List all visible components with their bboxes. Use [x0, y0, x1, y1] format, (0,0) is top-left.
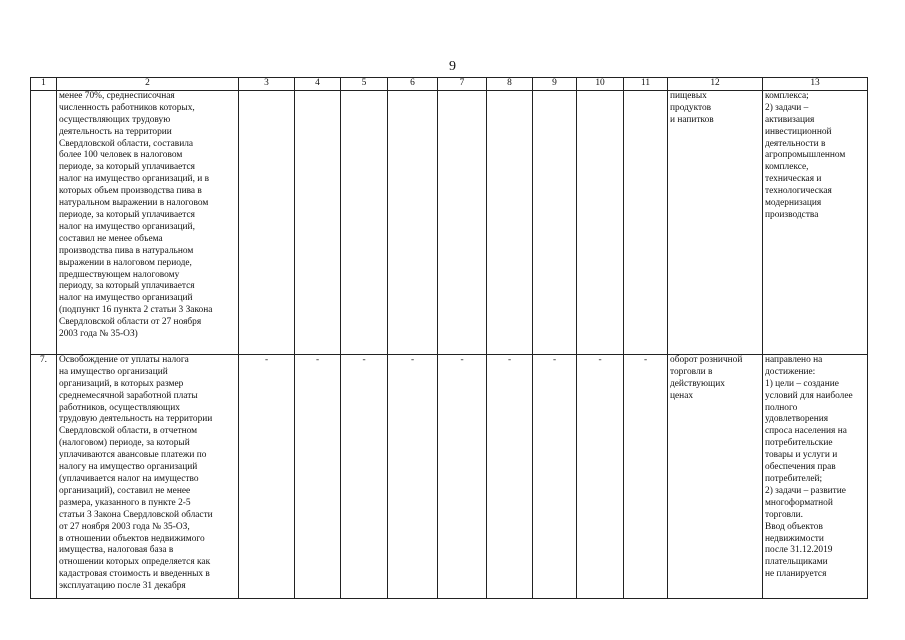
column-header: 7 [438, 78, 487, 91]
page-number: 9 [449, 59, 456, 74]
table-cell [533, 90, 577, 354]
goals-cell: комплекса; 2) задачи – активизация инвестиционной деятельности в агропромышленном комплексе, техническая и технологическая модернизация производства [763, 90, 868, 354]
benefit-description: Освобождение от уплаты налога на имущество организаций организаций, в которых размер среднемесячной заработной платы работников, осуществляющих трудовую деятельность на территории Свердловской области, в отчетном (налоговом) периоде, за который уплачиваются авансовые платежи по налогу на имущество организаций (уплачивается налог на имущество организаций), составил не менее размера, указанного в пункте 2-5 статьи 3 Закона Свердловской области от 27 ноября 2003 года № 35-ОЗ, в отношении объектов недвижимого имущества, налоговая база в отношении которых определяется как кадастровая стоимость и введенных в эксплуатацию после 31 декабря [57, 354, 239, 598]
table-cell [388, 90, 438, 354]
table-cell: - [624, 354, 668, 598]
table-cell: - [388, 354, 438, 598]
column-header: 11 [624, 78, 668, 91]
column-header: 8 [487, 78, 533, 91]
goals-cell: направлено на достижение: 1) цели – создание условий для наиболее полного удовлетворения спроса населения на потребительские товары и услуги и обеспечения прав потребителей; 2) задачи – развитие многоформатной торговли. Ввод объектов недвижимости после 31.12.2019 плательщиками не планируется [763, 354, 868, 598]
table-row [31, 90, 868, 354]
indicator-cell: оборот розничной торговли в действующих ценах [668, 354, 763, 598]
column-header: 2 [57, 78, 239, 91]
table-cell: - [239, 354, 295, 598]
column-header: 12 [668, 78, 763, 91]
table-row [31, 354, 868, 598]
table-cell [624, 90, 668, 354]
table-cell [577, 90, 624, 354]
table-cell: - [533, 354, 577, 598]
column-header: 4 [295, 78, 341, 91]
column-header: 1 [31, 78, 57, 91]
column-header: 5 [341, 78, 388, 91]
table-cell [341, 90, 388, 354]
column-header: 13 [763, 78, 868, 91]
table-cell: - [295, 354, 341, 598]
table-cell: - [341, 354, 388, 598]
table-cell [295, 90, 341, 354]
column-header: 9 [533, 78, 577, 91]
tax-benefits-table [30, 77, 868, 599]
table-cell: - [438, 354, 487, 598]
column-header: 3 [239, 78, 295, 91]
row-number: 7. [31, 354, 57, 598]
table-cell [438, 90, 487, 354]
table-cell: - [577, 354, 624, 598]
column-header: 6 [388, 78, 438, 91]
column-header: 10 [577, 78, 624, 91]
table-cell [487, 90, 533, 354]
table-cell [239, 90, 295, 354]
indicator-cell: пищевых продуктов и напитков [668, 90, 763, 354]
header-row [31, 78, 868, 91]
benefit-description: менее 70%, среднесписочная численность работников которых, осуществляющих трудовую деятельность на территории Свердловской области, составила более 100 человек в налоговом периоде, за который уплачивается налог на имущество организаций, и в которых объем производства пива в натуральном выражении в налоговом периоде, за который уплачивается налог на имущество организаций, составил не менее объема производства пива в натуральном выражении в налоговом периоде, предшествующем налоговому периоду, за который уплачивается налог на имущество организаций (подпункт 16 пункта 2 статьи 3 Закона Свердловской области от 27 ноября 2003 года № 35-ОЗ) [57, 90, 239, 354]
table-cell: - [487, 354, 533, 598]
row-number [31, 90, 57, 354]
